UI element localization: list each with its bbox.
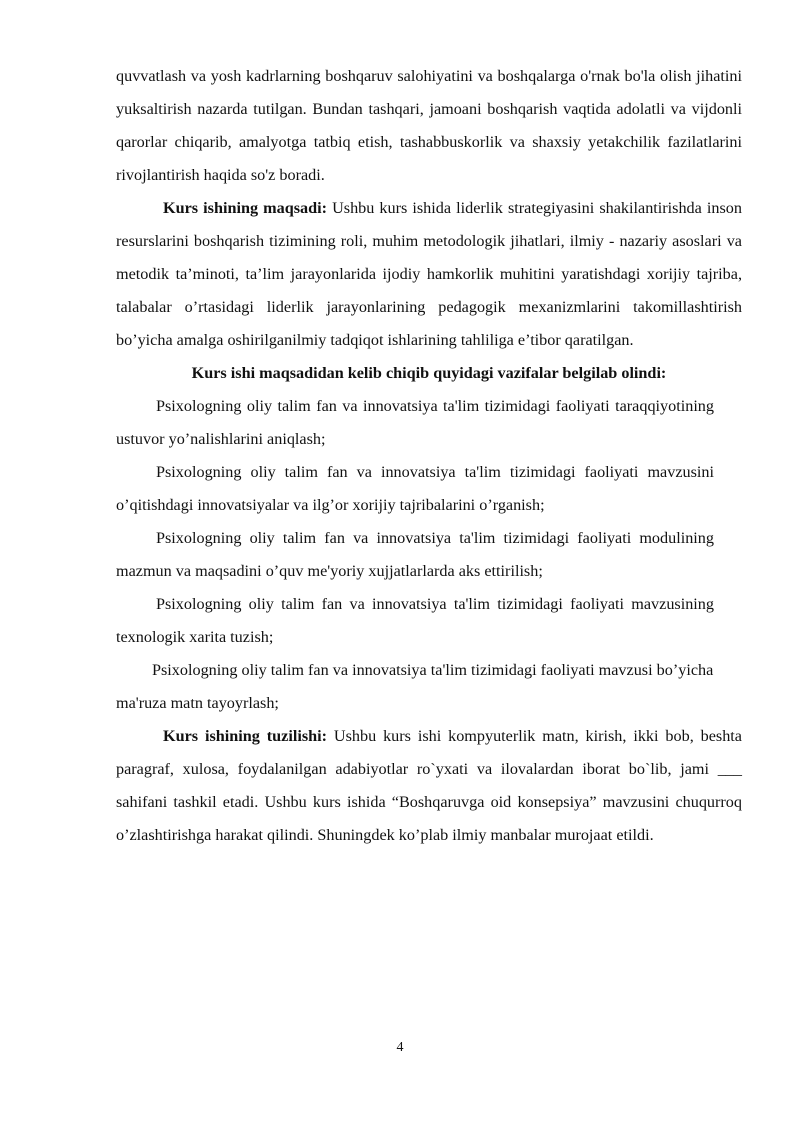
task-item-1: Psixologning oliy talim fan va innovatsiya ta'lim tizimidagi faoliyati taraqqiyotining ustuvor yo’nalishlarini aniqlash; [116, 397, 714, 448]
structure-paragraph [116, 720, 742, 852]
structure-text: Ushbu kurs ishi kompyuterlik matn, kirish, ikki bob, beshta paragraf, xulosa, foydalanilgan adabiyotlar ro`yxati va ilovalardan iborat bo`lib, jami ___ sahifani tashkil etadi. Ushbu kurs ishida “Boshqaruvga oid konsepsiya” mavzusini chuqurroq o’zlashtirishga harakat qilindi. Shuningdek ko’plab ilmiy manbalar murojaat etildi. [116, 727, 742, 844]
purpose-heading: Kurs ishining maqsadi: [163, 199, 327, 217]
purpose-paragraph [116, 192, 742, 357]
purpose-text: Ushbu kurs ishida liderlik strategiyasini shakilantirishda inson resurslarini boshqarish tizimining roli, muhim metodologik jihatlari, ilmiy - nazariy asoslari va metodik ta’minoti, ta’lim jarayonlarida ijodiy hamkorlik muhitini yaratishdagi xorijiy tajriba, talabalar o’rtasidagi liderlik jarayonlarining pedagogik mexanizmlarini takomillashtirish bo’yicha amalga oshirilganilmiy tadqiqot ishlarining tahliliga e’tibor qaratilgan. [116, 199, 742, 349]
intro-paragraph: quvvatlash va yosh kadrlarning boshqaruv salohiyatini va boshqalarga o'rnak bo'la olish jihatini yuksaltirish nazarda tutilgan. Bundan tashqari, jamoani boshqarish vaqtida adolatli va vijdonli qarorlar chiqarib, amalyotga tatbiq etish, tashabbuskorlik va shaxsiy yetakchilik fazilatlarini rivojlantirish haqida so'z boradi. [116, 67, 742, 184]
task-item-5: Psixologning oliy talim fan va innovatsiya ta'lim tizimidagi faoliyati mavzusi bo’yicha ma'ruza matn tayoyrlash; [116, 661, 714, 712]
structure-heading: Kurs ishining tuzilishi: [163, 727, 328, 745]
tasks-heading: Kurs ishi maqsadidan kelib chiqib quyidagi vazifalar belgilab olindi: [191, 364, 667, 382]
task-item-4: Psixologning oliy talim fan va innovatsiya ta'lim tizimidagi faoliyati mavzusining texnologik xarita tuzish; [116, 595, 714, 646]
page-number: 4 [396, 1040, 404, 1055]
page-body [116, 60, 742, 852]
task-item-3: Psixologning oliy talim fan va innovatsiya ta'lim tizimidagi faoliyati modulining mazmun va maqsadini o’quv me'yoriy xujjatlarlarda aks ettirilish; [116, 529, 714, 580]
task-item-2: Psixologning oliy talim fan va innovatsiya ta'lim tizimidagi faoliyati mavzusini o’qitishdagi innovatsiyalar va ilg’or xorijiy tajribalarini o’rganish; [116, 463, 714, 514]
